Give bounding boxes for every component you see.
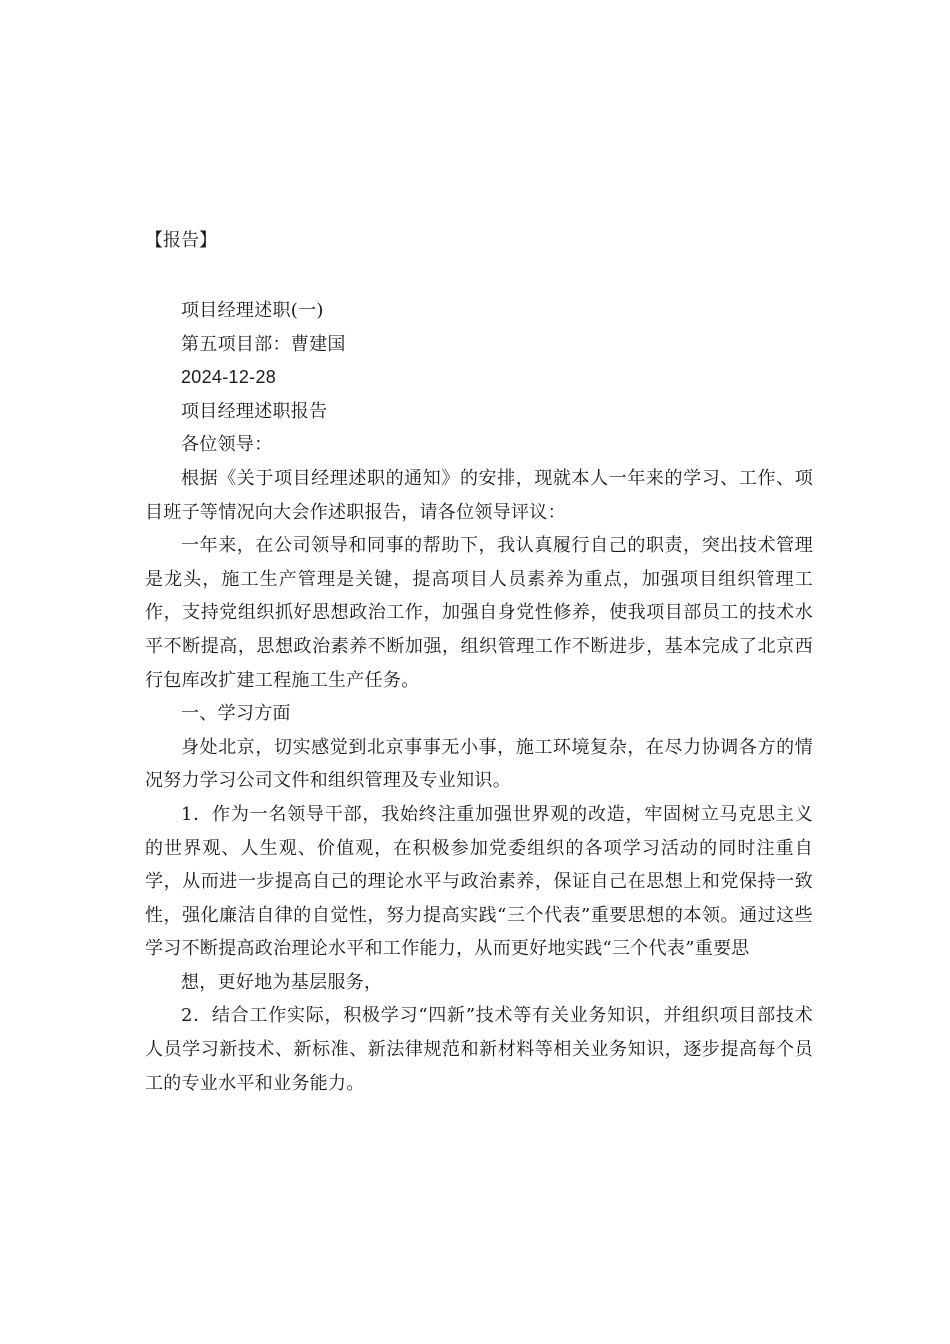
document-date: 2024-12-28 (181, 367, 277, 388)
document-tag: 【报告】 (145, 230, 217, 251)
paragraph: 1．作为一名领导干部，我始终注重加强世界观的改造，牢固树立马克思主义的世界观、人生观、价值观，在积极参加党委组织的各项学习活动的同时注重自学，从而进一步提高自己的理论水平与政治素养，保证自己在思想上和党保持一致性，强化廉洁自律的自觉性，努力提高实践“三个代表”重要思想的本领。通过这些学习不断提高政治理论水平和工作能力，从而更好地实践“三个代表”重要思 (145, 803, 813, 960)
paragraph: 根据《关于项目经理述职的通知》的安排，现就本人一年来的学习、工作、项目班子等情况向大会作述职报告，请各位领导评议： (145, 467, 813, 523)
paragraph: 2．结合工作实际，积极学习“四新”技术等有关业务知识，并组织项目部技术人员学习新技术、新标准、新法律规范和新材料等相关业务知识，逐步提高每个员工的专业水平和业务能力。 (145, 1005, 813, 1094)
salutation: 各位领导： (181, 434, 273, 456)
paragraph: 身处北京，切实感觉到北京事事无小事，施工环境复杂，在尽力协调各方的情况努力学习公司文件和组织管理及专业知识。 (145, 736, 813, 792)
paragraph: 想，更好地为基层服务， (181, 971, 383, 993)
department-line: 第五项目部：曹建国 (181, 333, 346, 355)
paragraph: 一年来，在公司领导和同事的帮助下，我认真履行自己的职责，突出技术管理是龙头，施工生产管理是关键，提高项目人员素养为重点，加强项目组织管理工作，支持党组织抓好思想政治工作，加强自身党性修养，使我项目部员工的技术水平不断提高，思想政治素养不断加强，组织管理工作不断进步，基本完成了北京西行包库改扩建工程施工生产任务。 (145, 535, 813, 691)
report-title: 项目经理述职报告 (181, 400, 328, 422)
section-heading: 一、学习方面 (181, 703, 291, 725)
document-body (145, 294, 813, 1100)
document-title: 项目经理述职(一) (181, 300, 324, 321)
